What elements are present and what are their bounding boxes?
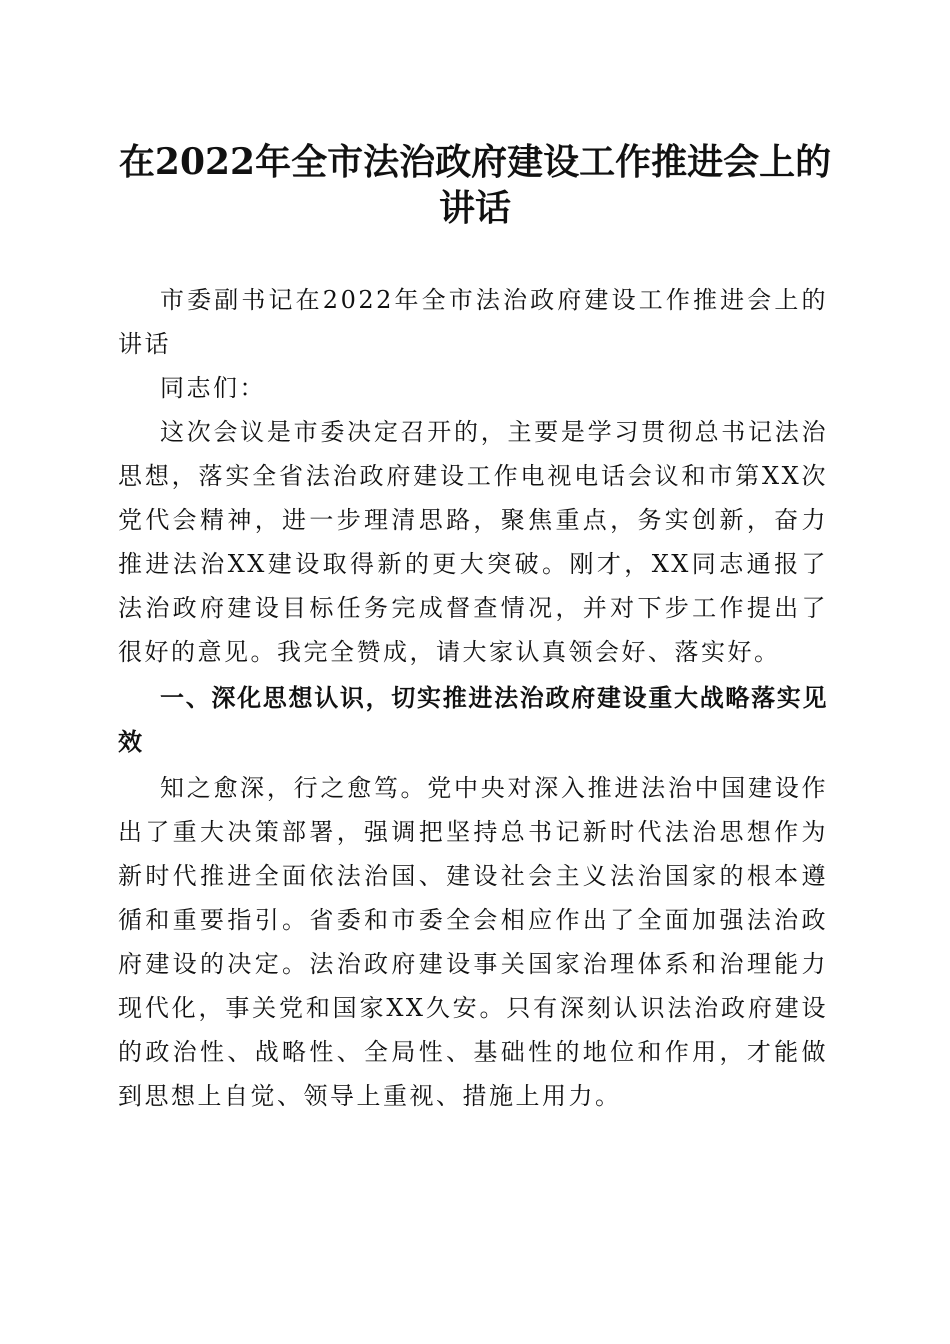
document-title-line-1: 在2022年全市法治政府建设工作推进会上的 — [118, 141, 832, 183]
section-1-heading: 一、深化思想认识，切实推进法治政府建设重大战略落实见效 — [118, 684, 828, 756]
speech-subtitle: 市委副书记在2022年全市法治政府建设工作推进会上的讲话 — [118, 286, 828, 358]
intro-paragraph: 这次会议是市委决定召开的，主要是学习贯彻总书记法治思想，落实全省法治政府建设工作电视电话会议和市第XX次党代会精神，进一步理清思路，聚焦重点，务实创新，奋力推进法治XX建设取得新的更大突破。刚才，XX同志通报了法治政府建设目标任务完成督查情况，并对下步工作提出了很好的意见。我完全赞成，请大家认真领会好、落实好。 — [118, 418, 828, 666]
document-title-line-2: 讲话 — [438, 187, 511, 229]
section-1-paragraph: 知之愈深，行之愈笃。党中央对深入推进法治中国建设作出了重大决策部署，强调把坚持总书记新时代法治思想作为新时代推进全面依法治国、建设社会主义法治国家的根本遵循和重要指引。省委和市委全会相应作出了全面加强法治政府建设的决定。法治政府建设事关国家治理体系和治理能力现代化，事关党和国家XX久安。只有深刻认识法治政府建设的政治性、战略性、全局性、基础性的地位和作用，才能做到思想上自觉、领导上重视、措施上用力。 — [118, 774, 828, 1110]
greeting: 同志们： — [160, 374, 266, 402]
